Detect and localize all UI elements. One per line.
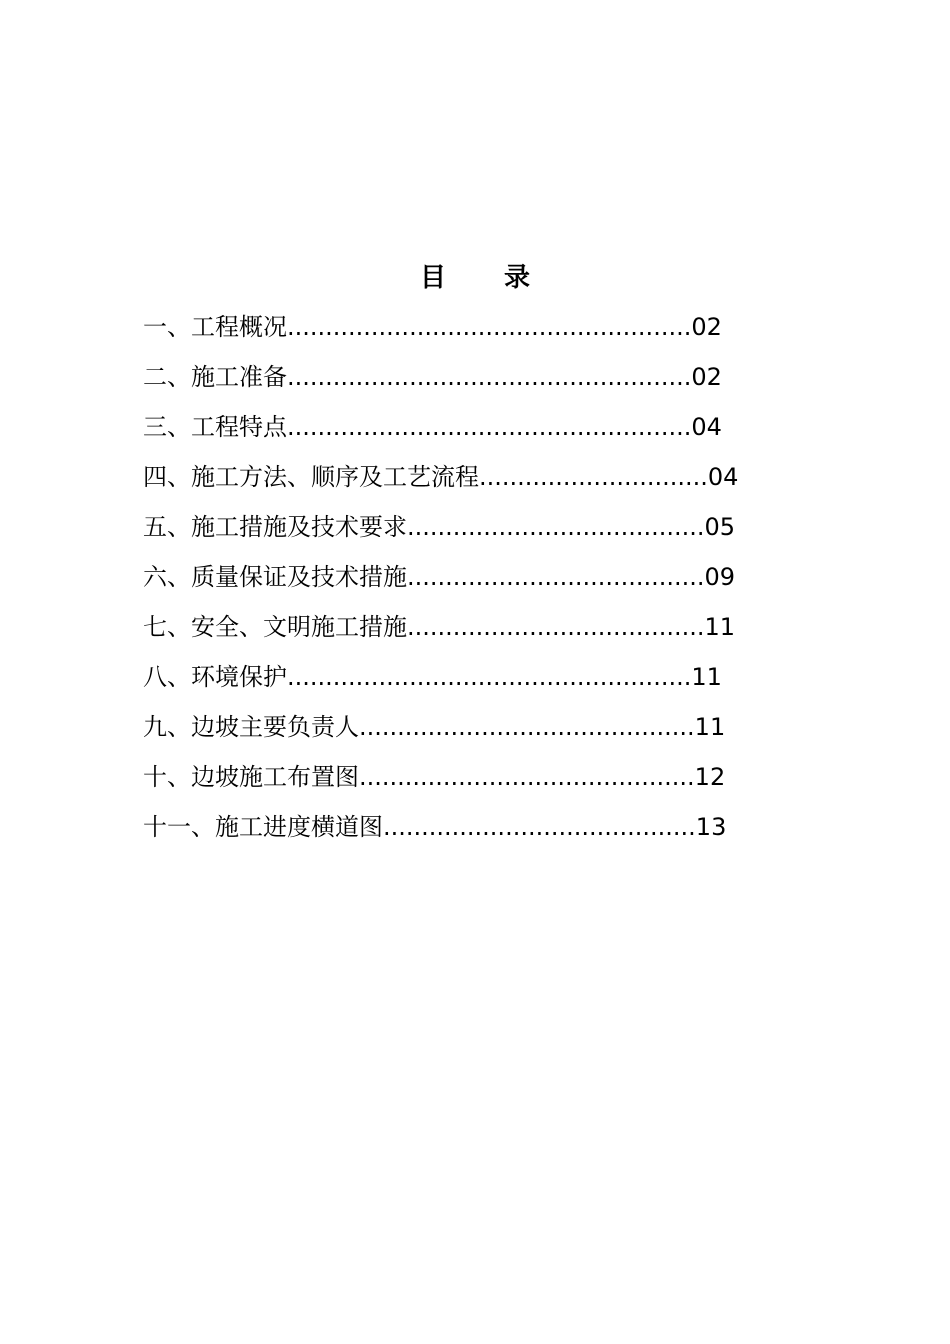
toc-entry — [143, 310, 722, 344]
toc-leader-dots: ..................................................... — [287, 313, 692, 341]
toc-leader-dots: ....................................... — [407, 613, 705, 641]
toc-entry-text: 三、工程特点 — [143, 413, 287, 441]
toc-entry-page: 04 — [707, 463, 739, 491]
toc-leader-dots: .............................. — [479, 463, 708, 491]
toc-entry — [143, 810, 726, 844]
toc-leader-dots: ..................................................... — [287, 663, 692, 691]
toc-entry-page: 04 — [691, 413, 722, 441]
toc-entry-page: 12 — [694, 763, 726, 791]
toc-leader-dots: ............................................ — [359, 713, 695, 741]
toc-entry — [143, 760, 725, 794]
toc-entry — [143, 710, 725, 744]
toc-entry-text: 四、施工方法、顺序及工艺流程 — [143, 463, 479, 491]
toc-entry — [143, 560, 735, 594]
toc-leader-dots: ......................................... — [383, 813, 696, 841]
toc-entry — [143, 510, 735, 544]
toc-entry-page: 11 — [694, 713, 726, 741]
toc-entry-page: 11 — [704, 613, 736, 641]
toc-entry-text: 九、边坡主要负责人 — [143, 713, 359, 741]
toc-entry — [143, 460, 738, 494]
toc-entry-text: 二、施工准备 — [143, 363, 287, 391]
toc-leader-dots: ....................................... — [407, 563, 705, 591]
toc-entry-page: 13 — [695, 813, 727, 841]
toc-entry-text: 十一、施工进度横道图 — [143, 813, 383, 841]
toc-leader-dots: ..................................................... — [287, 413, 692, 441]
toc-entry-page: 05 — [704, 513, 736, 541]
toc-title: 目录 — [419, 263, 588, 293]
toc-leader-dots: ............................................ — [359, 763, 695, 791]
toc-entry-text: 一、工程概况 — [143, 313, 287, 341]
toc-entry-text: 六、质量保证及技术措施 — [143, 563, 407, 591]
toc-entry — [143, 410, 722, 444]
toc-entry — [143, 660, 722, 694]
toc-entry-page: 09 — [704, 563, 736, 591]
toc-entry-page: 02 — [691, 363, 722, 391]
toc-entry-text: 五、施工措施及技术要求 — [143, 513, 407, 541]
toc-leader-dots: ....................................... — [407, 513, 705, 541]
toc-entry-page: 02 — [691, 313, 722, 341]
toc-entry-text: 八、环境保护 — [143, 663, 287, 691]
toc-leader-dots: ..................................................... — [287, 363, 692, 391]
toc-entry — [143, 610, 735, 644]
toc-entry — [143, 360, 722, 394]
toc-entry-page: 11 — [691, 663, 722, 691]
toc-entry-text: 十、边坡施工布置图 — [143, 763, 359, 791]
toc-entry-text: 七、安全、文明施工措施 — [143, 613, 407, 641]
